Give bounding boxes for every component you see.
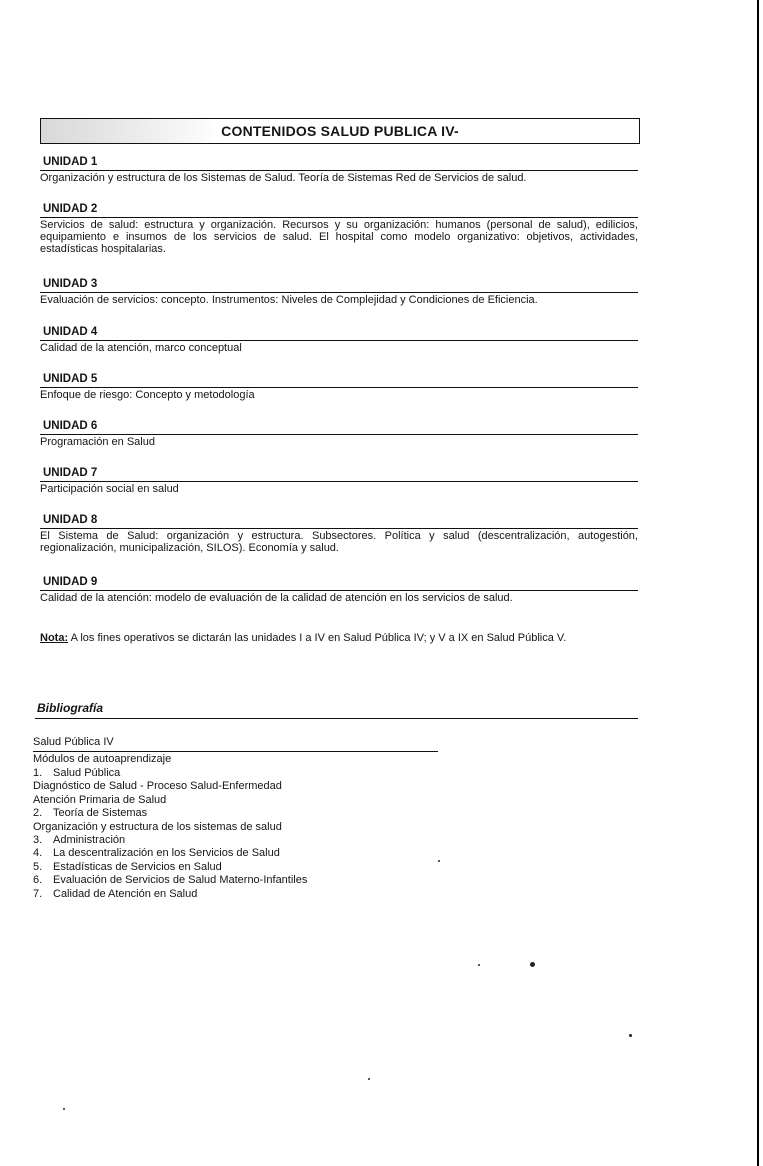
unit-text: Calidad de la atención: modelo de evaluación de la calidad de atención en los servicios de salud. bbox=[40, 592, 513, 604]
unit-text: Calidad de la atención, marco conceptual bbox=[40, 342, 242, 354]
unit-text: Participación social en salud bbox=[40, 483, 179, 495]
unit-6 bbox=[40, 420, 638, 448]
list-item bbox=[33, 874, 307, 887]
scan-speck bbox=[478, 964, 480, 966]
unit-rule bbox=[40, 217, 638, 218]
unit-text: Enfoque de riesgo: Concepto y metodología bbox=[40, 389, 255, 401]
bibliography-title: Bibliografía bbox=[37, 701, 104, 715]
item-label: Calidad de Atención en Salud bbox=[53, 887, 198, 900]
unit-8 bbox=[40, 514, 638, 554]
scan-edge-line bbox=[757, 0, 759, 1166]
list-item bbox=[33, 767, 307, 780]
unit-heading: UNIDAD 2 bbox=[43, 203, 98, 215]
unit-heading: UNIDAD 6 bbox=[43, 420, 98, 432]
item-number: 4. bbox=[33, 847, 43, 860]
unit-rule bbox=[40, 340, 638, 341]
unit-1 bbox=[40, 156, 638, 184]
item-number: 2. bbox=[33, 807, 43, 820]
list-subitem: Organización y estructura de los sistemas de salud bbox=[33, 820, 282, 833]
item-label: Administración bbox=[53, 834, 126, 847]
unit-heading: UNIDAD 8 bbox=[43, 514, 98, 526]
unit-7 bbox=[40, 467, 638, 495]
item-number: 3. bbox=[33, 834, 43, 847]
unit-rule bbox=[40, 170, 638, 171]
unit-9 bbox=[40, 576, 638, 604]
unit-text: Programación en Salud bbox=[40, 436, 155, 448]
list-item bbox=[33, 834, 307, 847]
item-number: 6. bbox=[33, 874, 43, 887]
list-subitem: Atención Primaria de Salud bbox=[33, 793, 167, 806]
list-item bbox=[33, 888, 307, 901]
scan-speck bbox=[63, 1108, 65, 1110]
item-label: Estadísticas de Servicios en Salud bbox=[53, 860, 222, 873]
unit-heading: UNIDAD 1 bbox=[43, 156, 98, 168]
unit-rule bbox=[40, 528, 638, 529]
modules-list bbox=[33, 767, 307, 901]
scan-speck bbox=[368, 1078, 370, 1080]
title-box bbox=[40, 118, 640, 144]
note-label: Nota: bbox=[40, 632, 69, 644]
unit-heading: UNIDAD 9 bbox=[43, 576, 98, 588]
list-subitem: Diagnóstico de Salud - Proceso Salud-Enfermedad bbox=[33, 780, 282, 793]
unit-rule bbox=[40, 481, 638, 482]
unit-text: Evaluación de servicios: concepto. Instrumentos: Niveles de Complejidad y Condiciones de Eficiencia. bbox=[40, 294, 538, 306]
unit-heading: UNIDAD 3 bbox=[43, 278, 98, 290]
item-number: 1. bbox=[33, 767, 43, 779]
item-label: Salud Pública bbox=[53, 767, 121, 779]
unit-heading: UNIDAD 4 bbox=[43, 326, 98, 338]
unit-rule bbox=[40, 387, 638, 388]
bibliography-rule bbox=[35, 718, 638, 719]
item-label: Teoría de Sistemas bbox=[53, 807, 148, 820]
item-number: 7. bbox=[33, 887, 43, 900]
unit-rule bbox=[40, 434, 638, 435]
scan-speck bbox=[438, 860, 440, 862]
page-title: CONTENIDOS SALUD PUBLICA IV- bbox=[221, 123, 459, 139]
unit-3 bbox=[40, 278, 638, 306]
list-item bbox=[33, 807, 307, 820]
unit-text: El Sistema de Salud: organización y estructura. Subsectores. Política y salud (descentralización, autogestión, regionalización, municipalización, SILOS). Economía y salud. bbox=[40, 530, 638, 554]
unit-rule bbox=[40, 590, 638, 591]
modules-heading: Módulos de autoaprendizaje bbox=[33, 753, 172, 765]
note-text: A los fines operativos se dictarán las unidades I a IV en Salud Pública IV; y V a IX en Salud Pública V. bbox=[70, 632, 567, 644]
item-label: Evaluación de Servicios de Salud Materno-Infantiles bbox=[53, 874, 308, 887]
unit-heading: UNIDAD 7 bbox=[43, 467, 98, 479]
item-label: La descentralización en los Servicios de Salud bbox=[53, 847, 280, 860]
unit-text: Organización y estructura de los Sistemas de Salud. Teoría de Sistemas Red de Servicios de salud. bbox=[40, 172, 527, 184]
list-item bbox=[33, 847, 307, 860]
note-paragraph bbox=[40, 632, 630, 644]
unit-heading: UNIDAD 5 bbox=[43, 373, 98, 385]
course-rule bbox=[33, 751, 438, 752]
item-number: 5. bbox=[33, 860, 43, 873]
unit-5 bbox=[40, 373, 638, 401]
unit-4 bbox=[40, 326, 638, 354]
scan-speck bbox=[530, 962, 535, 967]
unit-rule bbox=[40, 292, 638, 293]
unit-text: Servicios de salud: estructura y organización. Recursos y su organización: humanos (personal de salud), edilicios, equipamiento e insumos de los servicios de salud. El hospital como modelo organizativo: objetivos, actividades, estadísticas hospitalarias. bbox=[40, 219, 638, 255]
bibliography-course: Salud Pública IV bbox=[33, 736, 114, 748]
scan-speck bbox=[629, 1034, 632, 1037]
list-item bbox=[33, 861, 307, 874]
unit-2 bbox=[40, 203, 638, 255]
